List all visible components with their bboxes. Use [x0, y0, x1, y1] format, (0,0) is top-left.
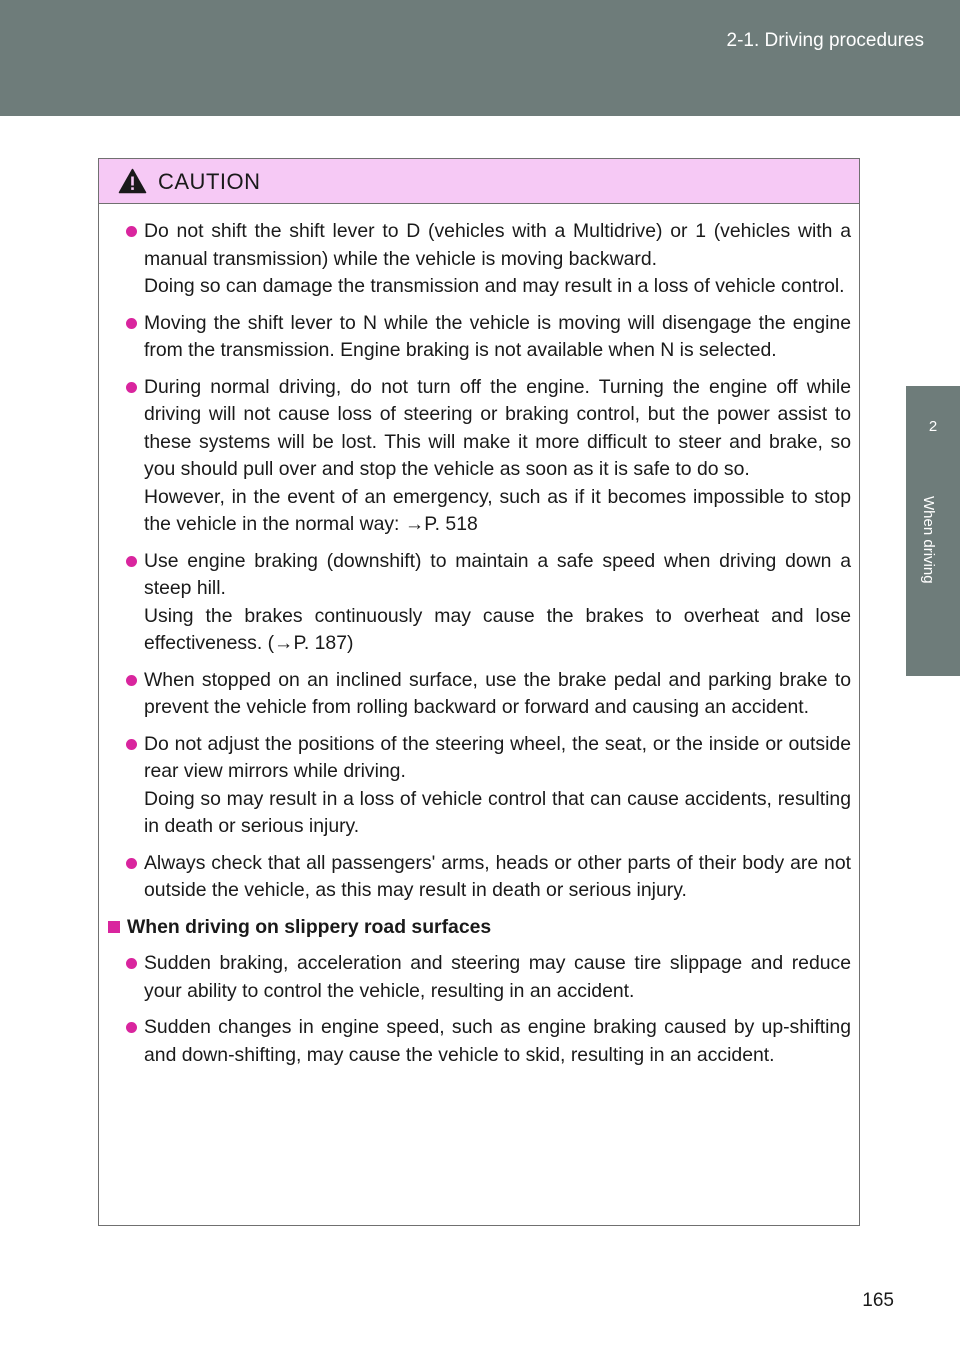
- warning-triangle-icon: [118, 168, 147, 194]
- chapter-number: 2: [928, 418, 938, 435]
- caution-item: [99, 667, 851, 722]
- caution-item: [99, 310, 851, 365]
- caution-item: [99, 950, 851, 1005]
- caution-text: Sudden changes in engine speed, such as engine braking caused by up-shifting and down-shifting, may cause the vehicle to skid, resulting in an accident.: [144, 1016, 851, 1066]
- caution-item: [99, 548, 851, 658]
- caution-text: When stopped on an inclined surface, use the brake pedal and parking brake to prevent the vehicle from rolling backward or forward and causing an accident.: [144, 668, 851, 718]
- subheading-slippery-roads: When driving on slippery road surfaces: [99, 914, 851, 942]
- caution-text: During normal driving, do not turn off the engine. Turning the engine off while driving will not cause loss of steering or braking control, but the power assist to these systems will be lost. This will make it more difficult to steer and brake, so you should pull over and stop the vehicle as soon as it is safe to do so.: [144, 375, 851, 480]
- caution-title: CAUTION: [158, 169, 261, 194]
- caution-header: [99, 159, 859, 204]
- page-header: [0, 0, 960, 116]
- caution-item: [99, 731, 851, 841]
- page-number: 165: [862, 1290, 894, 1311]
- chapter-tab: [906, 386, 960, 676]
- caution-text: Always check that all passengers' arms, heads or other parts of their body are not outside the vehicle, as this may result in death or serious injury.: [144, 851, 851, 901]
- caution-text: Doing so may result in a loss of vehicle control that can cause accidents, resulting in death or serious injury.: [144, 787, 851, 837]
- caution-text: Using the brakes continuously may cause the brakes to overheat and lose effectiveness. (→P. 187): [144, 604, 851, 654]
- caution-text: However, in the event of an emergency, such as if it becomes impossible to stop the vehicle in the normal way: →P. 518: [144, 485, 851, 535]
- chapter-label: When driving: [920, 496, 937, 584]
- caution-item: [99, 850, 851, 905]
- caution-text: Use engine braking (downshift) to maintain a safe speed when driving down a steep hill.: [144, 549, 851, 599]
- caution-text: Moving the shift lever to N while the vehicle is moving will disengage the engine from the transmission. Engine braking is not available when N is selected.: [144, 311, 851, 361]
- caution-text: Do not adjust the positions of the steering wheel, the seat, or the inside or outside rear view mirrors while driving.: [144, 732, 851, 782]
- caution-item: [99, 218, 851, 301]
- caution-item: [99, 1014, 851, 1069]
- caution-item: [99, 374, 851, 539]
- caution-text: Do not shift the shift lever to D (vehicles with a Multidrive) or 1 (vehicles with a manual transmission) while the vehicle is moving backward.: [144, 220, 851, 270]
- caution-body: [99, 204, 859, 1069]
- caution-text: Sudden braking, acceleration and steering may cause tire slippage and reduce your ability to control the vehicle, resulting in an accident.: [144, 952, 851, 1002]
- caution-box: [98, 158, 860, 1226]
- caution-text: Doing so can damage the transmission and may result in a loss of vehicle control.: [144, 275, 845, 297]
- section-title: 2-1. Driving procedures: [726, 30, 924, 51]
